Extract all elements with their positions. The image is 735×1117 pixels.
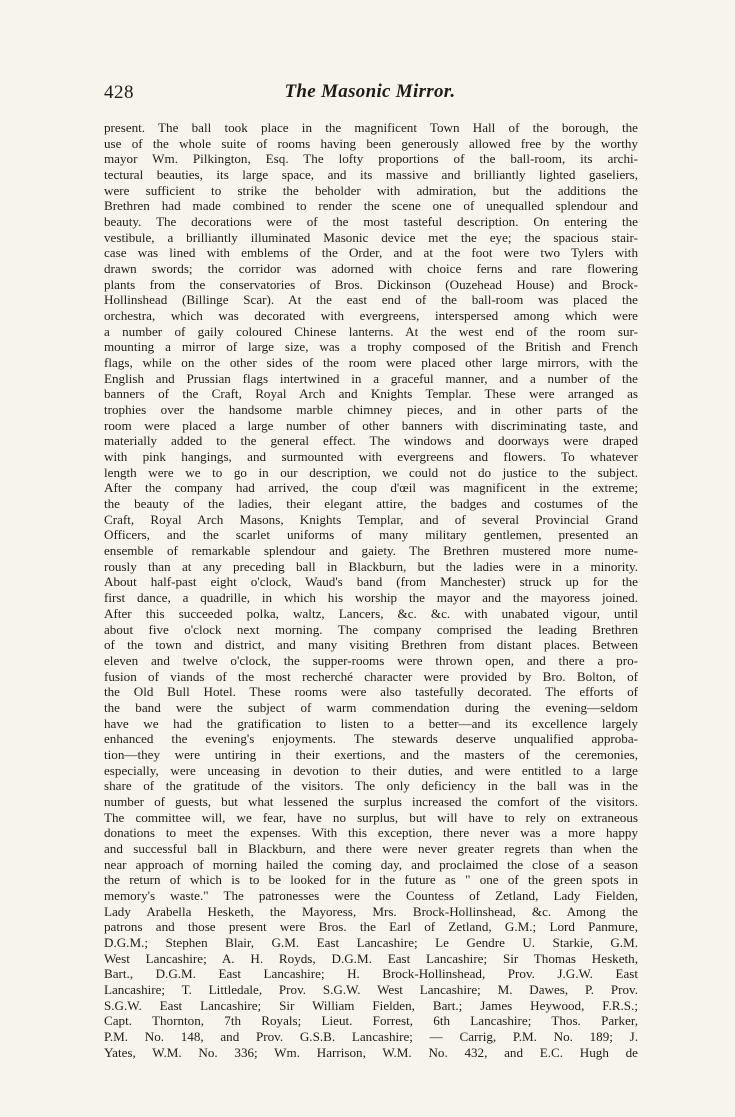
text-line: English and Prussian flags intertwined in a graceful manner, and a number of the xyxy=(104,370,638,386)
text-line: use of the whole suite of rooms having been generously allowed free by the worthy xyxy=(104,135,638,151)
text-line: P.M. No. 148, and Prov. G.S.B. Lancashire; — Carrig, P.M. No. 189; J. xyxy=(104,1028,638,1044)
text-line: memory's waste." The patronesses were the Countess of Zetland, Lady Fielden, xyxy=(104,887,638,903)
text-line: flags, while on the other sides of the room were placed other large mirrors, with the xyxy=(104,355,638,371)
text-line: about five o'clock next morning. The company comprised the leading Brethren xyxy=(104,621,638,637)
text-line: Lancashire; T. Littledale, Prov. S.G.W. West Lancashire; M. Dawes, P. Prov. xyxy=(104,981,638,997)
text-line: number of guests, but what lessened the surplus increased the comfort of the visitors. xyxy=(104,793,638,809)
text-line: case was lined with emblems of the Order, and at the foot were two Tylers with xyxy=(104,245,638,261)
text-line: rously than at any preceding ball in Blackburn, but the ladies were in a minority. xyxy=(104,558,638,574)
text-line: After the company had arrived, the coup d'œil was magnificent in the extreme; xyxy=(104,480,638,496)
text-line: Hollinshead (Billinge Scar). At the east end of the ball-room was placed the xyxy=(104,292,638,308)
text-line: the band were the subject of warm commendation during the evening—seldom xyxy=(104,699,638,715)
text-line: banners of the Craft, Royal Arch and Knights Templar. These were arranged as xyxy=(104,386,638,402)
text-line: materially added to the general effect. The windows and doorways were draped xyxy=(104,433,638,449)
text-line: a number of gaily coloured Chinese lanterns. At the west end of the room sur- xyxy=(104,323,638,339)
text-line: enhanced the evening's enjoyments. The stewards deserve unqualified approba- xyxy=(104,731,638,747)
page-number: 428 xyxy=(104,82,134,103)
text-line: Capt. Thornton, 7th Royals; Lieut. Forrest, 6th Lancashire; Thos. Parker, xyxy=(104,1013,638,1029)
text-line: of the town and district, and many visiting Brethren from distant places. Between xyxy=(104,637,638,653)
text-line: the beauty of the ladies, their elegant attire, the badges and costumes of the xyxy=(104,496,638,512)
text-line: and successful ball in Blackburn, and there were never greater regrets than when the xyxy=(104,840,638,856)
text-line: beauty. The decorations were of the most tasteful description. On entering the xyxy=(104,214,638,230)
page-header xyxy=(104,78,636,108)
text-line: Craft, Royal Arch Masons, Knights Templar, and of several Provincial Grand xyxy=(104,511,638,527)
text-line: near approach of morning hailed the coming day, and proclaimed the close of a season xyxy=(104,856,638,872)
text-line: the return of which is to be looked for in the future as " one of the green spots in xyxy=(104,872,638,888)
text-line: S.G.W. East Lancashire; Sir William Fielden, Bart.; James Heywood, F.R.S.; xyxy=(104,997,638,1013)
text-line: trophies over the handsome marble chimney pieces, and in other parts of the xyxy=(104,402,638,418)
text-line: were sufficient to strike the beholder with admiration, but the additions the xyxy=(104,182,638,198)
text-line: fusion of viands of the most recherché character were provided by Bro. Bolton, of xyxy=(104,668,638,684)
text-line: Lady Arabella Hesketh, the Mayoress, Mrs. Brock-Hollinshead, &c. Among the xyxy=(104,903,638,919)
text-line: tectural beauties, its large space, and its massive and brilliantly lighted gaseliers, xyxy=(104,167,638,183)
text-line: After this succeeded polka, waltz, Lancers, &c. &c. with unabated vigour, until xyxy=(104,605,638,621)
text-line: vestibule, a brilliantly illuminated Masonic device met the eye; the spacious stair- xyxy=(104,229,638,245)
text-line: mayor Wm. Pilkington, Esq. The lofty proportions of the ball-room, its archi- xyxy=(104,151,638,167)
text-line: length were we to go in our description, we could not do justice to the subject. xyxy=(104,464,638,480)
text-line: tion—they were untiring in their exertions, and the masters of the ceremonies, xyxy=(104,746,638,762)
text-line: especially, were unceasing in devotion to their duties, and were entitled to a large xyxy=(104,762,638,778)
text-line: eleven and twelve o'clock, the supper-rooms were thrown open, and there a pro- xyxy=(104,652,638,668)
text-line: drawn swords; the corridor was adorned with choice ferns and rare flowering xyxy=(104,261,638,277)
text-line: first dance, a quadrille, in which his worship the mayor and the mayoress joined. xyxy=(104,590,638,606)
text-line: Bart., D.G.M. East Lancashire; H. Brock-Hollinshead, Prov. J.G.W. East xyxy=(104,966,638,982)
text-line: ensemble of remarkable splendour and gaiety. The Brethren mustered more nume- xyxy=(104,543,638,559)
article-body xyxy=(104,120,638,1060)
text-line: The committee will, we fear, have no surplus, but will have to rely on extraneous xyxy=(104,809,638,825)
text-line: Officers, and the scarlet uniforms of many military gentlemen, presented an xyxy=(104,527,638,543)
text-line: room were placed a large number of other banners with discriminating taste, and xyxy=(104,417,638,433)
text-line: plants from the conservatories of Bros. Dickinson (Ouzehead House) and Brock- xyxy=(104,276,638,292)
text-line: have we had the gratification to listen to a better—and its excellence largely xyxy=(104,715,638,731)
text-line: mounting a mirror of large size, was a trophy composed of the British and French xyxy=(104,339,638,355)
text-line: Yates, W.M. No. 336; Wm. Harrison, W.M. No. 432, and E.C. Hugh de xyxy=(104,1044,638,1060)
text-line: orchestra, which was decorated with evergreens, interspersed among which were xyxy=(104,308,638,324)
text-line: donations to meet the expenses. With this exception, there never was a more happy xyxy=(104,825,638,841)
text-line: patrons and those present were Bros. the Earl of Zetland, G.M.; Lord Panmure, xyxy=(104,919,638,935)
running-title: The Masonic Mirror. xyxy=(284,81,456,102)
text-line: Brethren had made combined to render the scene one of unequalled splendour and xyxy=(104,198,638,214)
text-line: D.G.M.; Stephen Blair, G.M. East Lancashire; Le Gendre U. Starkie, G.M. xyxy=(104,934,638,950)
text-line: West Lancashire; A. H. Royds, D.G.M. East Lancashire; Sir Thomas Hesketh, xyxy=(104,950,638,966)
text-line: About half-past eight o'clock, Waud's band (from Manchester) struck up for the xyxy=(104,574,638,590)
text-line: with pink hangings, and surmounted with evergreens and flowers. To whatever xyxy=(104,449,638,465)
text-line: present. The ball took place in the magnificent Town Hall of the borough, the xyxy=(104,120,638,135)
text-line: share of the gratitude of the visitors. The only deficiency in the ball was in the xyxy=(104,778,638,794)
text-line: the Old Bull Hotel. These rooms were also tastefully decorated. The efforts of xyxy=(104,684,638,700)
